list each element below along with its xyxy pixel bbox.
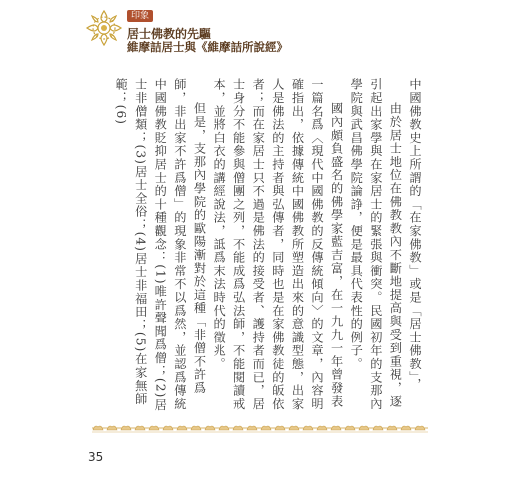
cloud-motif: [93, 426, 103, 430]
paragraph: 由於居士地位在佛教教內不斷地提高與受到重視，逐引起出家學與在家居士的緊張與衝突。民國初年的支那內學院與武昌佛學院論諍，便是最具代表性的例子。: [349, 78, 403, 411]
paragraph: 中國佛教史上所謂的「在家佛教」或是「居士佛教」，: [408, 78, 422, 392]
cloud-motif: [219, 426, 229, 430]
lotus-ornament-icon: [84, 8, 124, 48]
chapter-subtitle: 維摩詰居士與《維摩詰所說經》: [127, 40, 288, 54]
paragraph: 國內頗負盛名的佛學家藍吉富，在一九九一年曾發表一篇名爲〈現代中國佛教的反傳統傾向〉的文章，內容明確指出，依據傳統中國佛教所塑造出來的意識型態，出家人是佛法的主持者與弘傳者，同時也是在家佛教徒的皈依者；而在家居士只不過是佛法的接受者、護持者而已，居士身分不能參與僧團之列，不能成爲弘法師，不能閱讀戒本，並將白衣的講經說法，詆爲末法時代的徵兆。: [212, 78, 344, 411]
cloud-motif: [317, 426, 327, 430]
section-badge: 印象: [127, 10, 153, 22]
cloud-motif: [401, 426, 411, 430]
cloud-motif: [233, 426, 243, 430]
cloud-motif: [121, 426, 131, 430]
cloud-motif: [177, 426, 187, 430]
cloud-motif: [303, 426, 313, 430]
cloud-motif: [163, 426, 173, 430]
paragraph: 但是，支那內學院的歐陽漸對於這種「非僧不許爲師，非出家不許爲僧」的現象非常不以爲然，並認爲傳統中國佛教貶抑居士的十種觀念：(1)唯許聲聞爲僧；(2)居士非僧類；(3)居士全俗；(4)居士非福田；(5)在家無師範；(6): [114, 78, 207, 412]
chapter-title: 居士佛教的先驅: [127, 27, 212, 41]
cloud-motif: [345, 426, 355, 430]
cloud-motif: [387, 426, 397, 430]
cloud-motif: [275, 426, 285, 430]
cloud-motif: [149, 426, 159, 430]
cloud-motif: [107, 426, 117, 430]
cloud-motif: [135, 426, 145, 430]
vertical-body-text: [94, 78, 424, 418]
cloud-motif: [331, 426, 341, 430]
cloud-motif: [415, 426, 425, 430]
running-header: [84, 6, 344, 56]
cloud-motif: [191, 426, 201, 430]
cloud-motif: [261, 426, 271, 430]
cloud-motif: [359, 426, 369, 430]
cloud-motif: [247, 426, 257, 430]
page-number: 35: [88, 450, 104, 464]
cloud-motif: [373, 426, 383, 430]
cloud-motif: [205, 426, 215, 430]
cloud-motif: [289, 426, 299, 430]
cloud-border-ornament-icon: [92, 420, 428, 436]
